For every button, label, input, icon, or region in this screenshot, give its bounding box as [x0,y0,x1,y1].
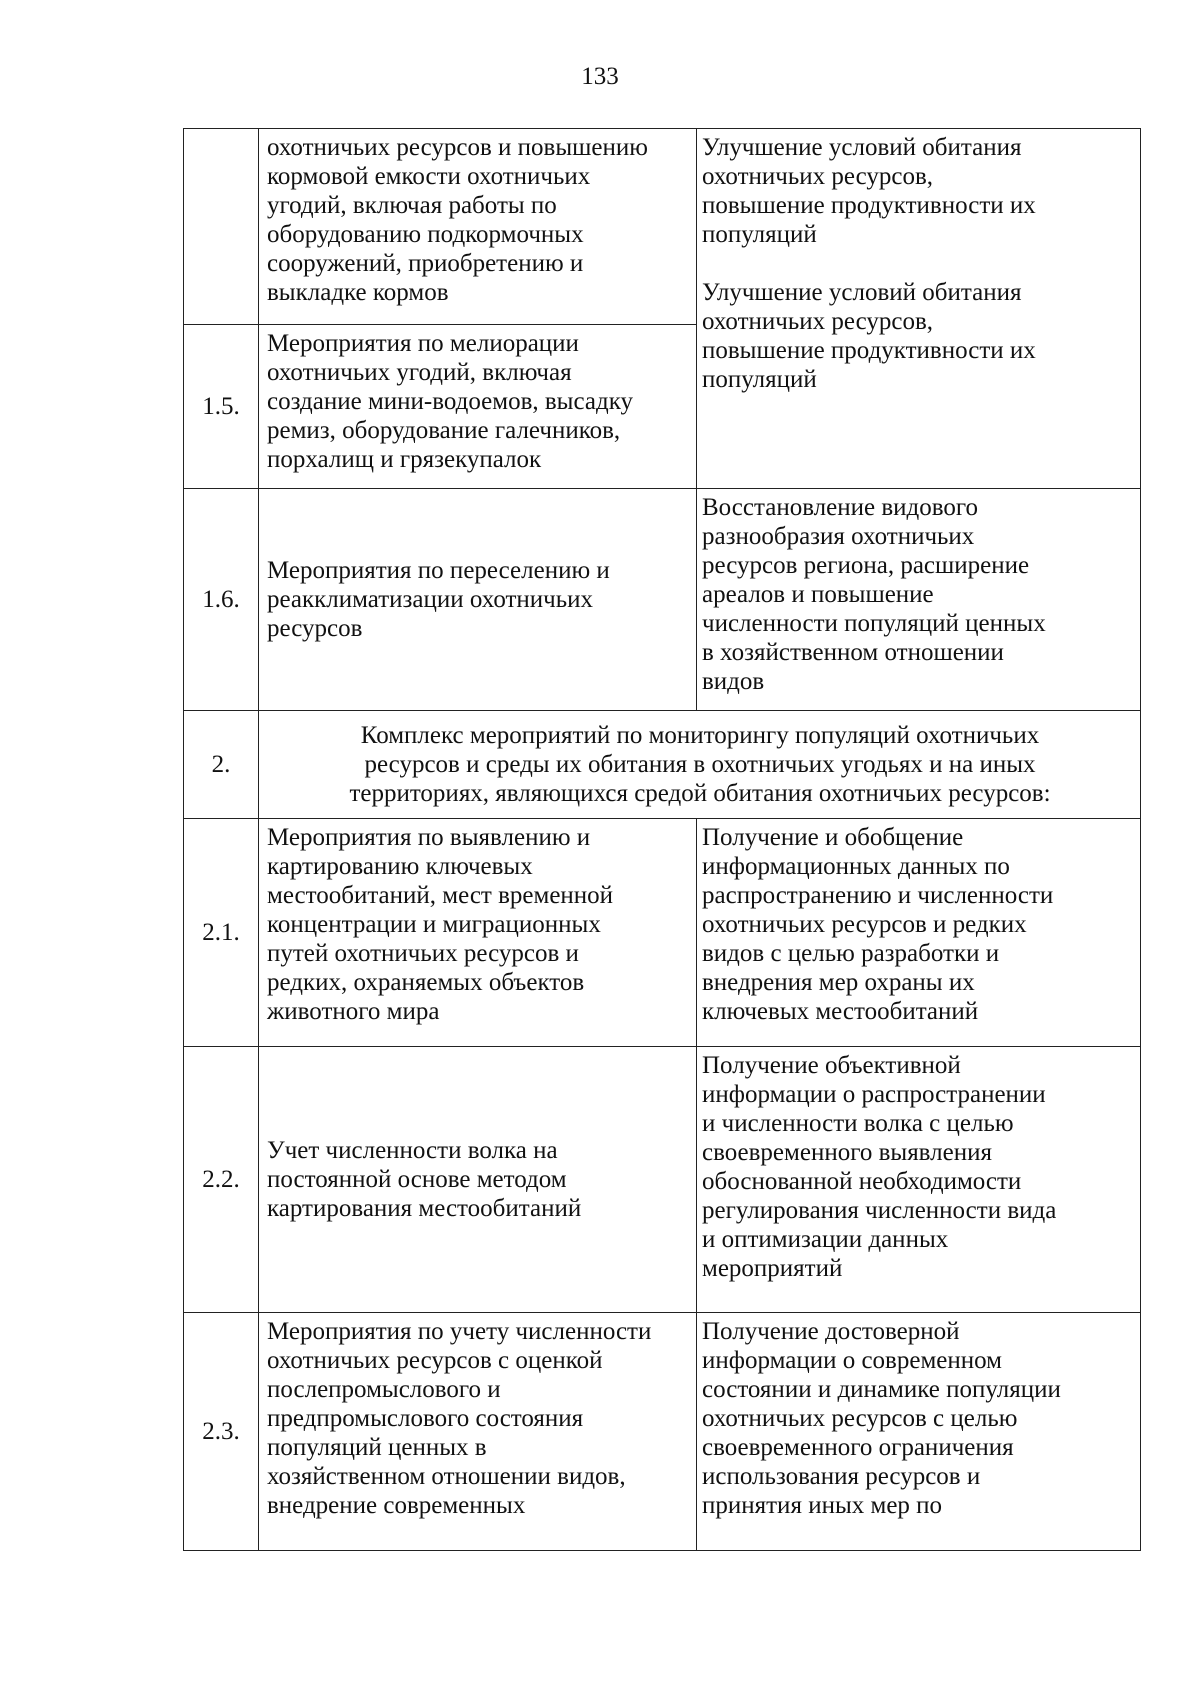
row-number: 2.3. [184,1313,259,1551]
result-cell: Получение достоверной информации о современном состоянии и динамике популяции охотничьих ресурсов с целью своевременного ограничения использования ресурсов и принятия иных мер по [697,1313,1141,1551]
row-number: 2.1. [184,819,259,1047]
measure-cell: Мероприятия по учету численности охотничьих ресурсов с оценкой послепромыслового и предпромыслового состояния популяций ценных в хозяйственном отношении видов, внедрение современных [259,1313,697,1551]
result-cell: Улучшение условий обитания охотничьих ресурсов, повышение продуктивности их популяций Улучшение условий обитания охотничьих ресурсов, повышение продуктивности их популяций [697,129,1141,489]
measure-cell: Мероприятия по выявлению и картированию ключевых местообитаний, мест временной концентрации и миграционных путей охотничьих ресурсов и редких, охраняемых объектов животного мира [259,819,697,1047]
row-number [184,129,259,325]
measure-cell: Мероприятия по мелиорации охотничьих угодий, включая создание мини-водоемов, высадку ремиз, оборудование галечников, порхалищ и грязекупалок [259,325,697,489]
table-row [184,489,1141,711]
row-number: 1.6. [184,489,259,711]
table-row [184,1313,1141,1551]
measure-cell: Мероприятия по переселению и реакклиматизации охотничьих ресурсов [259,489,697,711]
row-number: 1.5. [184,325,259,489]
measure-cell: Учет численности волка на постоянной основе методом картирования местообитаний [259,1047,697,1313]
table-row [184,1047,1141,1313]
row-number: 2.2. [184,1047,259,1313]
result-cell: Восстановление видового разнообразия охотничьих ресурсов региона, расширение ареалов и повышение численности популяций ценных в хозяйственном отношении видов [697,489,1141,711]
measure-cell: охотничьих ресурсов и повышению кормовой емкости охотничьих угодий, включая работы по оборудованию подкормочных сооружений, приобретению и выкладке кормов [259,129,697,325]
measures-table [183,128,1141,1551]
result-cell: Получение объективной информации о распространении и численности волка с целью своевременного выявления обоснованной необходимости регулирования численности вида и оптимизации данных мероприятий [697,1047,1141,1313]
section-heading: Комплекс мероприятий по мониторингу популяций охотничьих ресурсов и среды их обитания в охотничьих угодьях и на иных территориях, являющихся средой обитания охотничьих ресурсов: [259,711,1141,819]
result-cell: Получение и обобщение информационных данных по распространению и численности охотничьих ресурсов и редких видов с целью разработки и внедрения мер охраны их ключевых местообитаний [697,819,1141,1047]
table-row [184,819,1141,1047]
table-row [184,129,1141,325]
row-number: 2. [184,711,259,819]
page-number: 133 [581,63,619,90]
section-row [184,711,1141,819]
